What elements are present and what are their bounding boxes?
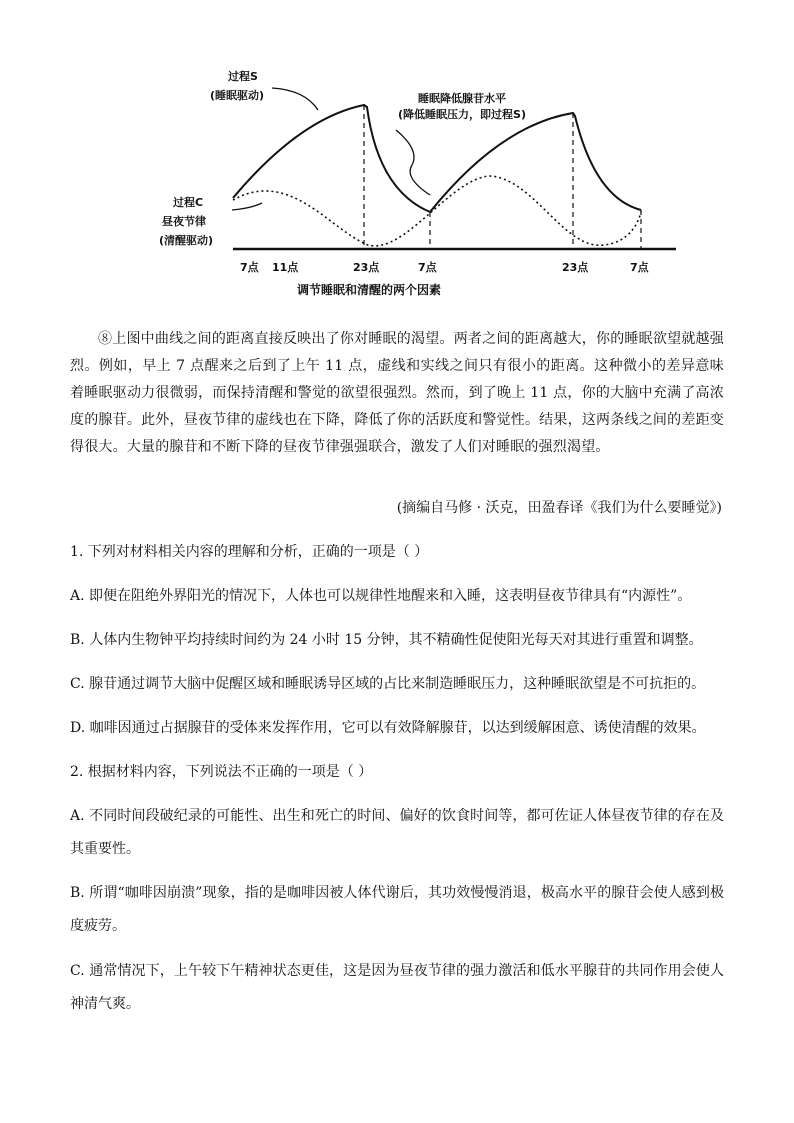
label-wake-drive: (清醒驱动) (159, 234, 214, 247)
body-paragraph: ⑧上图中曲线之间的距离直接反映出了你对睡眠的渴望。两者之间的距离越大，你的睡眠欲望就越强烈。例如，早上 7 点醒来之后到了上午 11 点，虚线和实线之间只有很小的距离。这种微小的差异意味着睡眠驱动力很微弱，而保持清醒和警觉的欲望很强烈。然而，到了晚上 11 点，你的大脑中充满了高浓度的腺苷。此外，昼夜节律的虚线也在下降，降低了你的活跃度和警觉性。结果，这两条线之间的差距变得很大。大量的腺苷和不断下降的昼夜节律强强联合，激发了人们对睡眠的强烈渴望。 (70, 331, 724, 455)
question-1-option-c: C. 腺苷通过调节大脑中促醒区域和睡眠诱导区域的占比来制造睡眠压力，这种睡眠欲望是不可抗拒的。 (70, 676, 706, 692)
source-citation: (摘编自马修 · 沃克，田盈春译《我们为什么要睡觉》) (396, 500, 722, 516)
process-s-curve (233, 105, 641, 212)
tick-label: 7点 (630, 261, 649, 274)
question-1-stem: 1. 下列对材料相关内容的理解和分析，正确的一项是（ ） (70, 544, 429, 560)
question-2-option-a: A. 不同时间段破纪录的可能性、出生和死亡的时间、偏好的饮食时间等，都可佐证人体昼夜节律的存在及其重要性。 (70, 808, 724, 857)
tick-label: 11点 (272, 261, 299, 274)
tick-label: 23点 (562, 261, 589, 274)
label-sleep-drive: (睡眠驱动) (210, 89, 265, 102)
figure-caption: 调节睡眠和清醒的两个因素 (297, 283, 442, 297)
tick-label: 7点 (418, 261, 437, 274)
question-1-option-b: B. 人体内生物钟平均持续时间约为 24 小时 15 分钟，其不精确性促使阳光每天对其进行重置和调整。 (70, 632, 703, 648)
label-process-s: 过程S (228, 70, 258, 83)
question-2-stem: 2. 根据材料内容，下列说法不正确的一项是（ ） (70, 764, 373, 780)
arrow-sleep-reduce (396, 130, 430, 195)
arrow-process-c (232, 203, 262, 210)
label-sleep-reduce-sub: (降低睡眠压力，即过程S) (398, 108, 526, 121)
label-process-c: 过程C (173, 196, 204, 209)
sleep-regulation-figure (0, 0, 794, 310)
tick-label: 7点 (240, 261, 259, 274)
label-circadian: 昼夜节律 (162, 215, 206, 228)
tick-label: 23点 (353, 261, 380, 274)
question-1-option-a: A. 即便在阻绝外界阳光的情况下，人体也可以规律性地醒来和入睡，这表明昼夜节律具有“内源性”。 (70, 588, 692, 604)
question-1-option-d: D. 咖啡因通过占据腺苷的受体来发挥作用，它可以有效降解腺苷，以达到缓解困意、诱使清醒的效果。 (70, 720, 706, 736)
question-2-option-c: C. 通常情况下，上午较下午精神状态更佳，这是因为昼夜节律的强力激活和低水平腺苷的共同作用会使人神清气爽。 (70, 963, 724, 1012)
arrow-process-s (272, 88, 318, 110)
question-2-option-b: B. 所谓“咖啡因崩溃”现象，指的是咖啡因被人体代谢后，其功效慢慢消退，极高水平的腺苷会使人感到极度疲劳。 (70, 885, 724, 934)
process-c-curve (233, 176, 641, 246)
label-sleep-reduce: 睡眠降低腺苷水平 (418, 92, 506, 105)
